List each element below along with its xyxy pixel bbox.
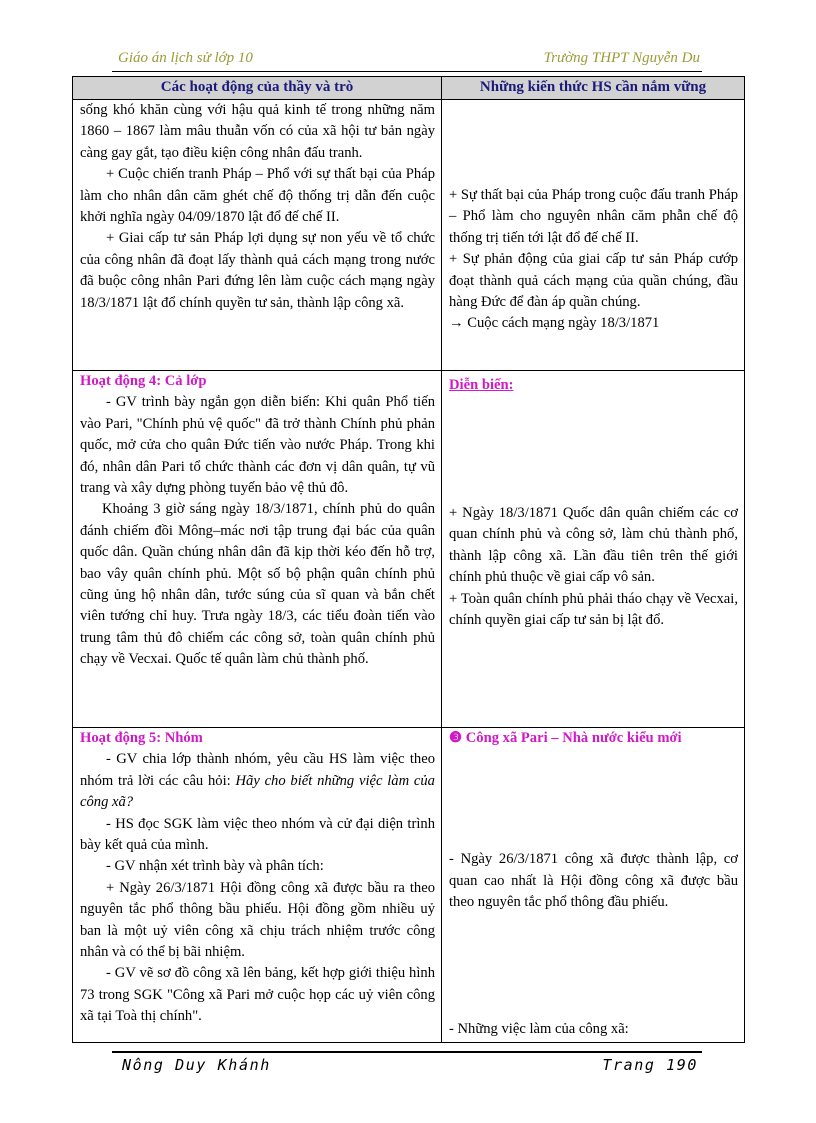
paragraph: Khoảng 3 giờ sáng ngày 18/3/1871, chính phủ do quân đánh chiếm đồi Mông–mác nơi tập trung đại bác của quân quốc dân. Quần chúng nhân dân đã kịp thời kéo đến hỗ trợ, bao vây quân chính phủ. Một số bộ phận quân chính phủ cũng ủng hộ nhân dân, tước súng của sĩ quan và bắn chết viên tướng chỉ huy. Trưa ngày 18/3, các tiểu đoàn tiến vào trung tâm thủ đô chiếm các công sở, toàn quân chính phủ chạy về Vecxai. Quốc tế quân làm chủ thành phố. [80,501,435,668]
activity-title: Hoạt động 5: Nhóm [80,730,203,746]
row1-left [73,100,442,371]
col1-header: Các hoạt động của thầy và trò [73,77,442,100]
paragraph: + Ngày 18/3/1871 Quốc dân quân chiếm các cơ quan chính phủ và công sở, làm chủ thành phố, thành lập công xã. Lần đầu tiên trên thế giới chính phủ thuộc về giai cấp vô sản. [449,505,738,586]
paragraph: + Sự thất bại của Pháp trong cuộc đấu tranh Pháp – Phổ làm cho nguyên nhân căm phẫn chế độ thống trị tiến tới lật đổ đế chế II. [449,187,738,246]
paragraph: - GV vẽ sơ đồ công xã lên bảng, kết hợp giới thiệu hình 73 trong SGK "Công xã Pari mở cuộc họp các uỷ viên công xã tại Toà thị chính". [80,965,435,1025]
task-question: Hãy cho biết những việc làm của công xã? [80,772,435,811]
row1-right [442,100,745,371]
section-title: Diễn biến: [449,377,514,393]
table-row [73,100,745,371]
paragraph: + Giai cấp tư sản Pháp lợi dụng sự non yếu về tổ chức của công nhân đã đoạt lấy thành quả cách mạng trong nước đã buộc công nhân Pari đứng lên làm cuộc cách mạng ngày 18/3/1871 lật đổ chính quyền tư sản, thành lập công xã. [80,230,435,311]
paragraph: → Cuộc cách mạng ngày 18/3/1871 [449,315,660,332]
row3-left [73,728,442,1043]
header-right: Trường THPT Nguyễn Du [543,50,700,66]
table-row [73,371,745,728]
paragraph: - Ngày 26/3/1871 công xã được thành lập, cơ quan cao nhất là Hội đồng công xã được bầu theo nguyên tắc phổ thông đầu phiếu. [449,851,738,911]
row3-right [442,728,745,1043]
paragraph: - GV trình bày ngắn gọn diễn biến: Khi quân Phổ tiến vào Pari, "Chính phủ vệ quốc" đã trở thành Chính phủ phản quốc, mở cửa cho quân Đức tiến vào nước Pháp. Trong khi đó, nhân dân Pari tổ chức thành các đơn vị dân quân, tự vũ trang và xây dựng phòng tuyến bảo vệ thủ đô. [80,394,435,497]
paragraph: - HS đọc SGK làm việc theo nhóm và cử đại diện trình bày kết quả của mình. [80,815,435,854]
paragraph: + Toàn quân chính phủ phải tháo chạy về Vecxai, chính quyền giai cấp tư sản bị lật đổ. [449,590,738,629]
page-footer [112,1051,702,1083]
footer-author: Nông Duy Khánh [122,1056,271,1074]
paragraph: + Sự phản động của giai cấp tư sản Pháp cướp đoạt thành quả cách mạng của quần chúng, đầu hàng Đức để đàn áp quần chúng. [449,251,738,311]
footer-page-number: Trang 190 [602,1056,698,1074]
col2-header: Những kiến thức HS cần nắm vững [442,77,745,100]
row2-left [73,371,442,728]
table-row [73,728,745,1043]
paragraph: sống khó khăn cùng với hậu quả kinh tế trong những năm 1860 – 1867 làm mâu thuẫn vốn có của xã hội tư bản ngày càng gay gắt, tạo điều kiện công nhân đấu tranh. [80,102,435,161]
paragraph: + Ngày 26/3/1871 Hội đồng công xã được bầu ra theo nguyên tắc phổ thông bầu phiếu. Hội đồng gồm nhiều uỷ ban là một uỷ viên công xã chịu trách nhiệm trước công nhân và có thể bị bãi nhiệm. [80,879,435,961]
section-title [449,728,738,749]
task-text: - GV chia lớp thành nhóm, yêu cầu HS làm việc theo nhóm trả lời các câu hỏi: [80,751,435,789]
paragraph: + Cuộc chiến tranh Pháp – Phổ với sự thất bại của Pháp làm cho nhân dân căm ghét chế độ thống trị dẫn đến cuộc khởi nghĩa ngày 04/09/1870 lật đổ đế chế II. [80,166,435,226]
paragraph [80,749,435,813]
header-left: Giáo án lịch sử lớp 10 [118,50,253,66]
section-title-text: Công xã Pari – Nhà nước kiểu mới [465,730,682,746]
number-three-icon: ❸ [449,730,463,746]
row2-right [442,371,745,728]
paragraph: - GV nhận xét trình bày và phân tích: [106,858,324,875]
table-header-row [73,77,745,100]
paragraph: - Những việc làm của công xã: [449,1020,629,1037]
lesson-table [72,76,745,1043]
activity-title: Hoạt động 4: Cả lớp [80,373,207,389]
page-header [112,49,702,72]
